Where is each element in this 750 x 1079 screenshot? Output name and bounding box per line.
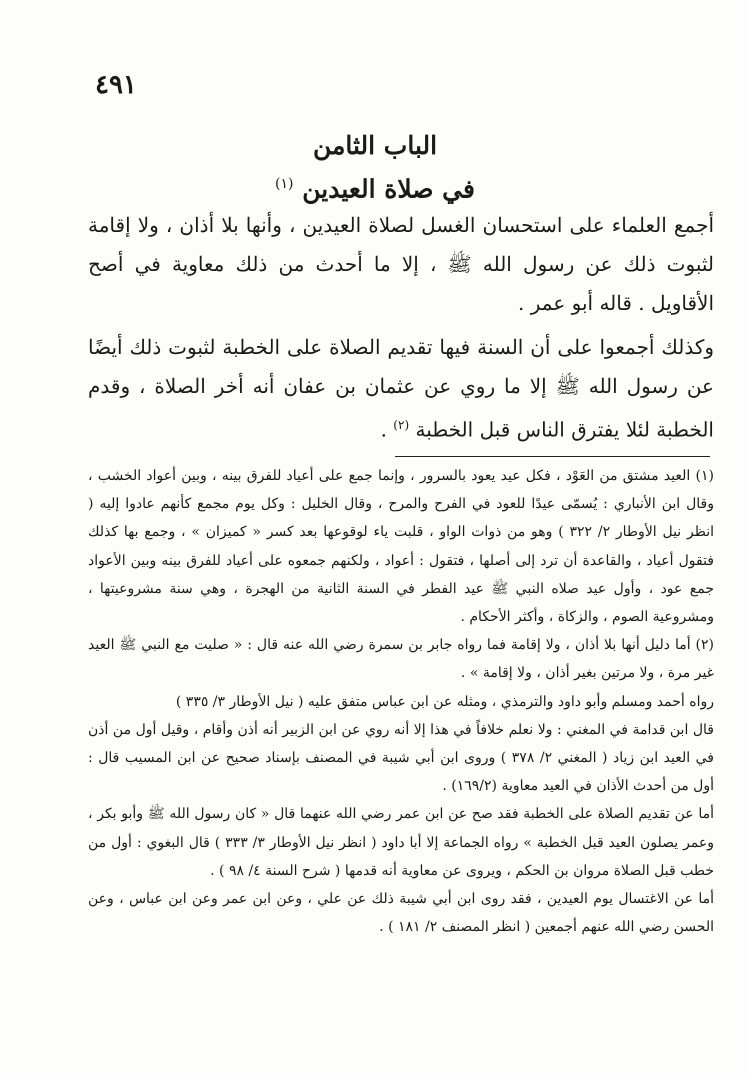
footnote-2-source: رواه أحمد ومسلم وأبو داود والترمذي ، ومثله عن ابن عباس متفق عليه ( نيل الأوطار ٣/ ٣٣٥ ) [175, 693, 714, 710]
footnote-ref-2: (٢) [393, 418, 410, 432]
footnote-ref-1: (١) [275, 176, 294, 192]
footnotes [88, 462, 714, 941]
footnote-2-khutba: أما عن تقديم الصلاة على الخطبة فقد صح عن ابن عمر رضي الله عنهما قال « كان رسول الله ﷺ وأبو بكر ، وعمر يصلون العيد قبل الخطبة » رواه الجماعة إلا أبا داود ( انظر نيل الأوطار ٣/ ٣٣٣ ) قال البغوي : أول من خطب قبل الصلاة مروان بن الحكم ، ويروى عن معاوية أنه قدمها ( شرح السنة ٤/ ٩٨ ) . [88, 806, 714, 879]
footnote-2-ghusl: أما عن الاغتسال يوم العيدين ، فقد روى ابن أبي شيبة ذلك عن علي ، وعن ابن عمر وعن ابن عباس ، وعن الحسن رضي الله عنهم أجمعين ( انظر المصنف ٢/ ١٨١ ) . [88, 891, 714, 936]
footnote-2-ibn-qudama: قال ابن قدامة في المغني : ولا نعلم خلافاً في هذا إلا أنه روي عن ابن الزبير أنه أذن وأقام ، وقيل أول من أذن في العيد ابن زياد ( المغني ٢/ ٣٧٨ ) وروى ابن أبي شيبة في المصنف بإسناد صحيح عن ابن المسيب قال : أول من أحدث الأذان في العيد معاوية (١٦٩/٢) . [88, 721, 714, 795]
page-number: ٤٩١ [95, 70, 137, 100]
chapter-subtitle [0, 164, 750, 209]
footnote-2: (٢) أما دليل أنها بلا أذان ، ولا إقامة فما رواه جابر بن سمرة رضي الله عنه قال : « صليت مع النبي ﷺ العيد غير مرة ، ولا مرتين بغير أذان ، ولا إقامة » . [88, 637, 714, 682]
paragraph-2-text: وكذلك أجمعوا على أن السنة فيها تقديم الصلاة على الخطبة لثبوت ذلك أيضًا عن رسول الله ﷺ إلا ما روي عن عثمان بن عفان أنه أخر الصلاة ، وقدم الخطبة لئلا يفترق الناس قبل الخطبة [88, 335, 714, 442]
paragraph-2 [88, 328, 714, 450]
paragraph-2-end: . [380, 417, 387, 442]
paragraph-1: أجمع العلماء على استحسان الغسل لصلاة العيدين ، وأنها بلا أذان ، ولا إقامة لثبوت ذلك عن رسول الله ﷺ ، إلا ما أحدث من ذلك معاوية في أصح الأقاويل . قاله أبو عمر . [88, 213, 714, 315]
footnote-1: (١) العيد مشتق من العَوْد ، فكل عيد يعود بالسرور ، وإنما جمع على أعياد للفرق بينه ، وبين أعواد الخشب ، وقال ابن الأنباري : يُسمّى عيدًا للعود في الفرح والمرح ، وقال الخليل : وكل يوم مجمع كأنهم عادوا إليه ( انظر نيل الأوطار ٢/ ٣٢٢ ) وهو من ذوات الواو ، قلبت ياء لوقوعها بعد كسر « كميزان » ، وجمع بها كذلك فتقول أعياد ، والقاعدة أن ترد إلى أصلها ، فتقول : أعواد ، ولكنهم جمعوه على أعياد للفرق بينه وبين الأعواد جمع عود ، وأول عيد صلاه النبي ﷺ عيد الفطر في السنة الثانية من الهجرة ، وهي سنة مشروعيتها ، ومشروعية الصوم ، والزكاة ، وأكثر الأحكام . [88, 468, 714, 626]
chapter-subtitle-text: في صلاة العيدين [302, 174, 475, 204]
footnote-divider [395, 456, 710, 457]
chapter-title: الباب الثامن [312, 131, 438, 160]
